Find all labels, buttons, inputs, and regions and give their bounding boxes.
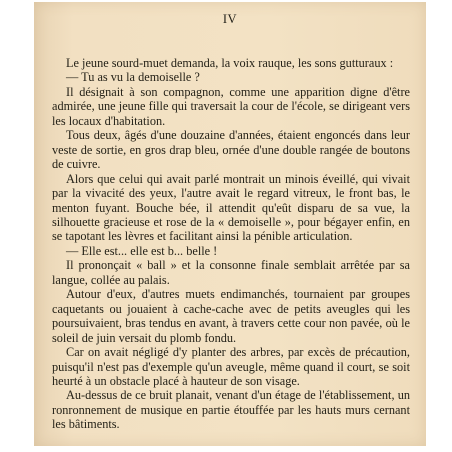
paragraph: Autour d'eux, d'autres muets endimanchés, tournaient par groupes caquetants ou jouaient à cache-cache avec de petits aveugles qui les poursuivaient, bras tendus en avant, à travers cette cour non pavée, où le soleil de juin versait du plomb fondu. [52, 287, 410, 345]
paragraph: Alors que celui qui avait parlé montrait un minois éveillé, qui vivait par la vivacité des yeux, l'autre avait le regard vitreux, le front bas, le menton fuyant. Bouche bée, il attendit qu'eût disparu de sa vue, la silhouette gracieuse et rose de la « demoiselle », pour bégayer enfin, en se tapotant les lèvres et facilitant ainsi la pénible articulation. [52, 171, 410, 244]
paragraph: Car on avait négligé d'y planter des arbres, par excès de précaution, puisqu'il n'est pas d'exemple qu'un aveugle, même quand il court, se soit heurté à un obstacle placé à hauteur de son visage. [52, 345, 410, 388]
paragraph: — Tu as vu la demoiselle ? [66, 70, 200, 85]
paragraph: — Elle est... elle est b... belle ! [66, 243, 218, 258]
paragraph: Au-dessus de ce bruit planait, venant d'un étage de l'établissement, un ronronnement de musique en partie étouffée par les hauts murs cernant les bâtiments. [52, 388, 410, 432]
paragraph: Il désignait à son compagnon, comme une apparition digne d'être admirée, une jeune fille qui traversait la cour de l'école, se dirigeant vers les locaux d'habitation. [52, 84, 410, 128]
paragraph: Il prononçait « ball » et la consonne finale semblait arrêtée par sa langue, collée au palais. [52, 258, 410, 287]
page-number: IV [222, 12, 238, 26]
paragraph: Le jeune sourd-muet demanda, la voix rauque, les sons gutturaux : [66, 56, 394, 70]
book-page [34, 2, 426, 446]
body-text [52, 56, 410, 432]
paragraph: Tous deux, âgés d'une douzaine d'années, étaient engoncés dans leur veste de sortie, en gros drap bleu, ornée d'une double rangée de boutons de cuivre. [52, 128, 410, 172]
